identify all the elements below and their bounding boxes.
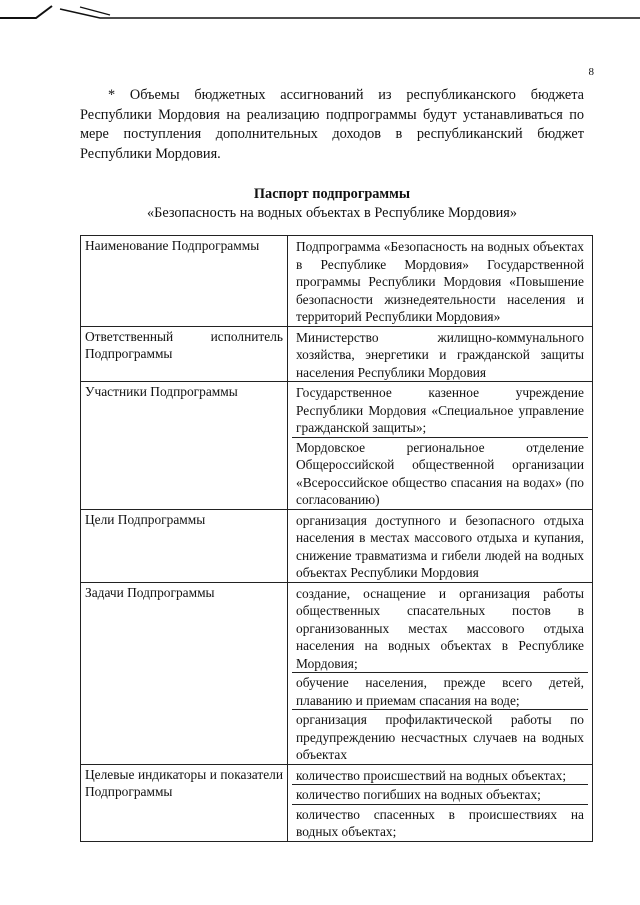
scan-edge-marks: [0, 0, 640, 30]
row-label-cell: [81, 509, 288, 582]
table-row: [81, 509, 593, 582]
row-value: Министерство жилищно-коммунального хозяйства, энергетики и гражданской защиты населения Республики Мордовия: [296, 329, 584, 380]
table-row: [81, 764, 593, 841]
row-value: Мордовское региональное отделение Общероссийской общественной организации «Всероссийское общество спасания на водах» (по согласованию): [292, 437, 588, 509]
row-value-cell: [288, 764, 593, 841]
passport-title-block: [80, 185, 584, 223]
row-label-cell: [81, 382, 288, 510]
row-value: количество спасенных в происшествиях на водных объектах;: [292, 804, 588, 841]
row-value-cell: [288, 582, 593, 764]
row-value: создание, оснащение и организация работы общественных спасательных постов в организованных местах массового отдыха населения на водных объектах в Республике Мордовия;: [296, 585, 584, 671]
row-label-cell: [81, 236, 288, 327]
row-value: обучение населения, прежде всего детей, плаванию и приемам спасания на воде;: [292, 672, 588, 709]
table-row: [81, 382, 593, 510]
page-number: 8: [588, 66, 594, 78]
passport-table: [80, 235, 593, 842]
row-label: Наименование Подпрограммы: [85, 238, 260, 253]
row-value-cell: [288, 326, 593, 382]
table-row: [81, 582, 593, 764]
table-row: [81, 326, 593, 382]
row-label: Целевые индикаторы и показатели Подпрограммы: [85, 766, 283, 799]
row-value: количество происшествий на водных объектах;: [296, 767, 567, 783]
row-label: Участники Подпрограммы: [85, 384, 238, 399]
row-value-cell: [288, 236, 593, 327]
row-value: количество погибших на водных объектах;: [292, 784, 588, 804]
row-value: Подпрограмма «Безопасность на водных объектах в Республике Мордовия» Государственной программы Республики Мордовия «Повышение безопасности жизнедеятельности населения и территорий Республики Мордовия»: [296, 239, 584, 324]
row-label-cell: [81, 764, 288, 841]
budget-footnote: * Объемы бюджетных ассигнований из республиканского бюджета Республики Мордовия на реализацию подпрограммы будут устанавливаться по мере поступления дополнительных доходов в республиканский бюджет Республики Мордовия.: [80, 87, 584, 162]
table-row: [81, 236, 593, 327]
row-label: Задачи Подпрограммы: [85, 584, 215, 600]
passport-subtitle: «Безопасность на водных объектах в Республике Мордовия»: [146, 205, 517, 221]
row-value-cell: [288, 509, 593, 582]
row-label-cell: [81, 582, 288, 764]
row-label-cell: [81, 326, 288, 382]
row-label: Ответственный исполнитель Подпрограммы: [85, 328, 283, 361]
row-value: организация доступного и безопасного отдыха населения в местах массового отдыха и купания, снижение травматизма и гибели людей на водных объектах Республики Мордовия: [296, 512, 584, 580]
row-value: организация профилактической работы по предупреждению несчастных случаев на водных объектах: [292, 709, 588, 764]
row-label: Цели Подпрограммы: [85, 511, 206, 527]
row-value-cell: [288, 382, 593, 510]
passport-title: Паспорт подпрограммы: [253, 186, 411, 202]
row-value: Государственное казенное учреждение Республики Мордовия «Специальное управление гражданской защиты»;: [296, 385, 584, 435]
